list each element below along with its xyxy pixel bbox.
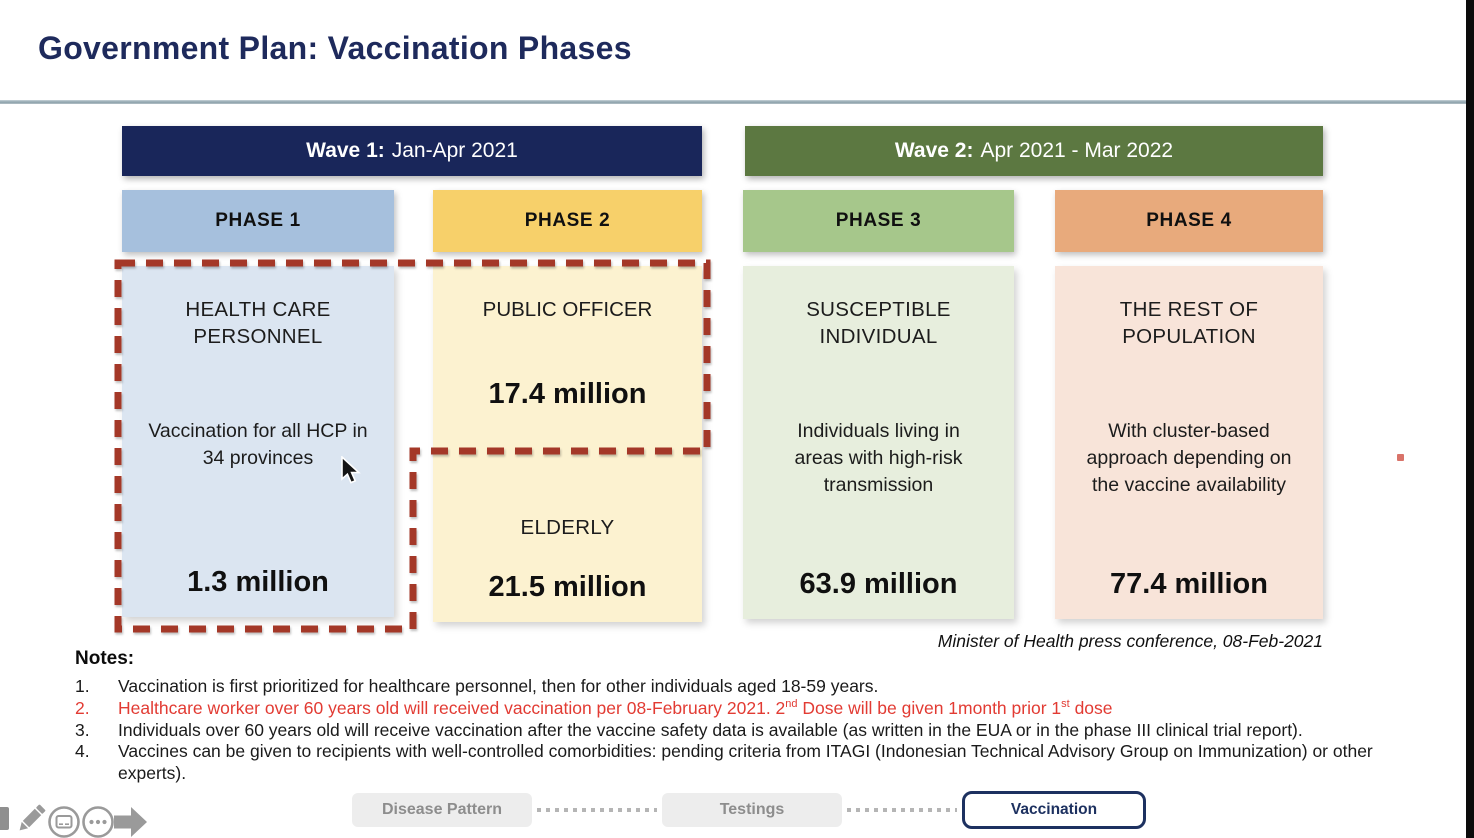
note-item-1: [75, 676, 1410, 698]
annotate-pencil-icon[interactable]: [13, 799, 51, 837]
wave2-label: Wave 2:: [894, 139, 974, 162]
phase4-count: 77.4 million: [1110, 568, 1268, 600]
note-text: Vaccination is first prioritized for healthcare personnel, then for other individuals aged 18-59 years.: [118, 676, 879, 696]
phase2-group1-count: 17.4 million: [488, 378, 647, 410]
phase1-card: [122, 266, 394, 617]
notes-block: [75, 648, 1410, 785]
note-text: Individuals over 60 years old will receive vaccination after the vaccine safety data is available (as written in the EUA or in the phase III clinical trial report).: [118, 719, 1303, 740]
note-number: 3.: [75, 719, 90, 740]
note-text: Healthcare worker over 60 years old will received vaccination per 08-February 2021. 2nd Dose will be given 1month prior 1st dose: [118, 697, 1113, 718]
phase2-group2-count: 21.5 million: [488, 571, 647, 603]
nav-testings[interactable]: Testings: [662, 793, 842, 827]
nav-connector-1: [537, 808, 657, 812]
note-item-2: [75, 698, 1410, 720]
phase2-group2-label: ELDERLY: [520, 516, 615, 539]
next-arrow-icon[interactable]: [114, 804, 148, 838]
phase2-card: [433, 266, 702, 622]
note-text: Vaccines can be given to recipients with well-controlled comorbidities: pending criteria from ITAGI (Indonesian Technical Advisory Group on Immunization) or other experts).: [118, 741, 1373, 784]
note-number: 4.: [75, 741, 90, 762]
phase3-card: [743, 266, 1014, 619]
phase3-description: Individuals living in areas with high-risk transmission: [794, 420, 963, 496]
more-options-icon[interactable]: [81, 805, 115, 838]
phase4-group-label: THE REST OF POPULATION: [1119, 298, 1259, 348]
note-number: 2.: [75, 697, 90, 718]
notes-heading: Notes:: [75, 648, 135, 669]
phase1-group-label: HEALTH CARE PERSONNEL: [185, 298, 331, 348]
note-number: 1.: [75, 676, 90, 696]
nav-vaccination[interactable]: Vaccination: [962, 791, 1146, 829]
wave2-header: [745, 126, 1323, 176]
phase4-header: PHASE 4: [1055, 190, 1323, 252]
wave2-dates: Apr 2021 - Mar 2022: [980, 139, 1174, 162]
phase3-group-label: SUSCEPTIBLE INDIVIDUAL: [806, 298, 951, 348]
wave1-header: [122, 126, 702, 176]
source-caption: Minister of Health press conference, 08-Feb-2021: [937, 631, 1323, 651]
phase4-card: [1055, 266, 1323, 619]
wave1-label: Wave 1:: [306, 139, 385, 162]
slide-panel-icon[interactable]: [47, 805, 81, 838]
note-item-3: [75, 720, 1410, 742]
wave1-dates: Jan-Apr 2021: [391, 139, 518, 162]
phase3-header: PHASE 3: [743, 190, 1014, 252]
note-item-4: [75, 741, 1410, 785]
slide-title: Government Plan: Vaccination Phases: [38, 30, 632, 66]
title-divider: [0, 100, 1466, 104]
phase3-count: 63.9 million: [799, 568, 958, 600]
phase1-description: Vaccination for all HCP in 34 provinces: [148, 420, 368, 469]
phase2-header: PHASE 2: [433, 190, 702, 252]
stray-red-dot: [1397, 454, 1404, 461]
clipped-toolbar-icon[interactable]: [0, 807, 9, 830]
nav-connector-2: [847, 808, 957, 812]
phase2-group1-label: PUBLIC OFFICER: [482, 298, 653, 321]
phase1-count: 1.3 million: [187, 566, 329, 598]
phase4-description: With cluster-based approach depending on the vaccine availability: [1086, 420, 1292, 496]
screen-edge-bar: [1466, 0, 1474, 838]
phase1-header: PHASE 1: [122, 190, 394, 252]
nav-disease-pattern[interactable]: Disease Pattern: [352, 793, 532, 827]
